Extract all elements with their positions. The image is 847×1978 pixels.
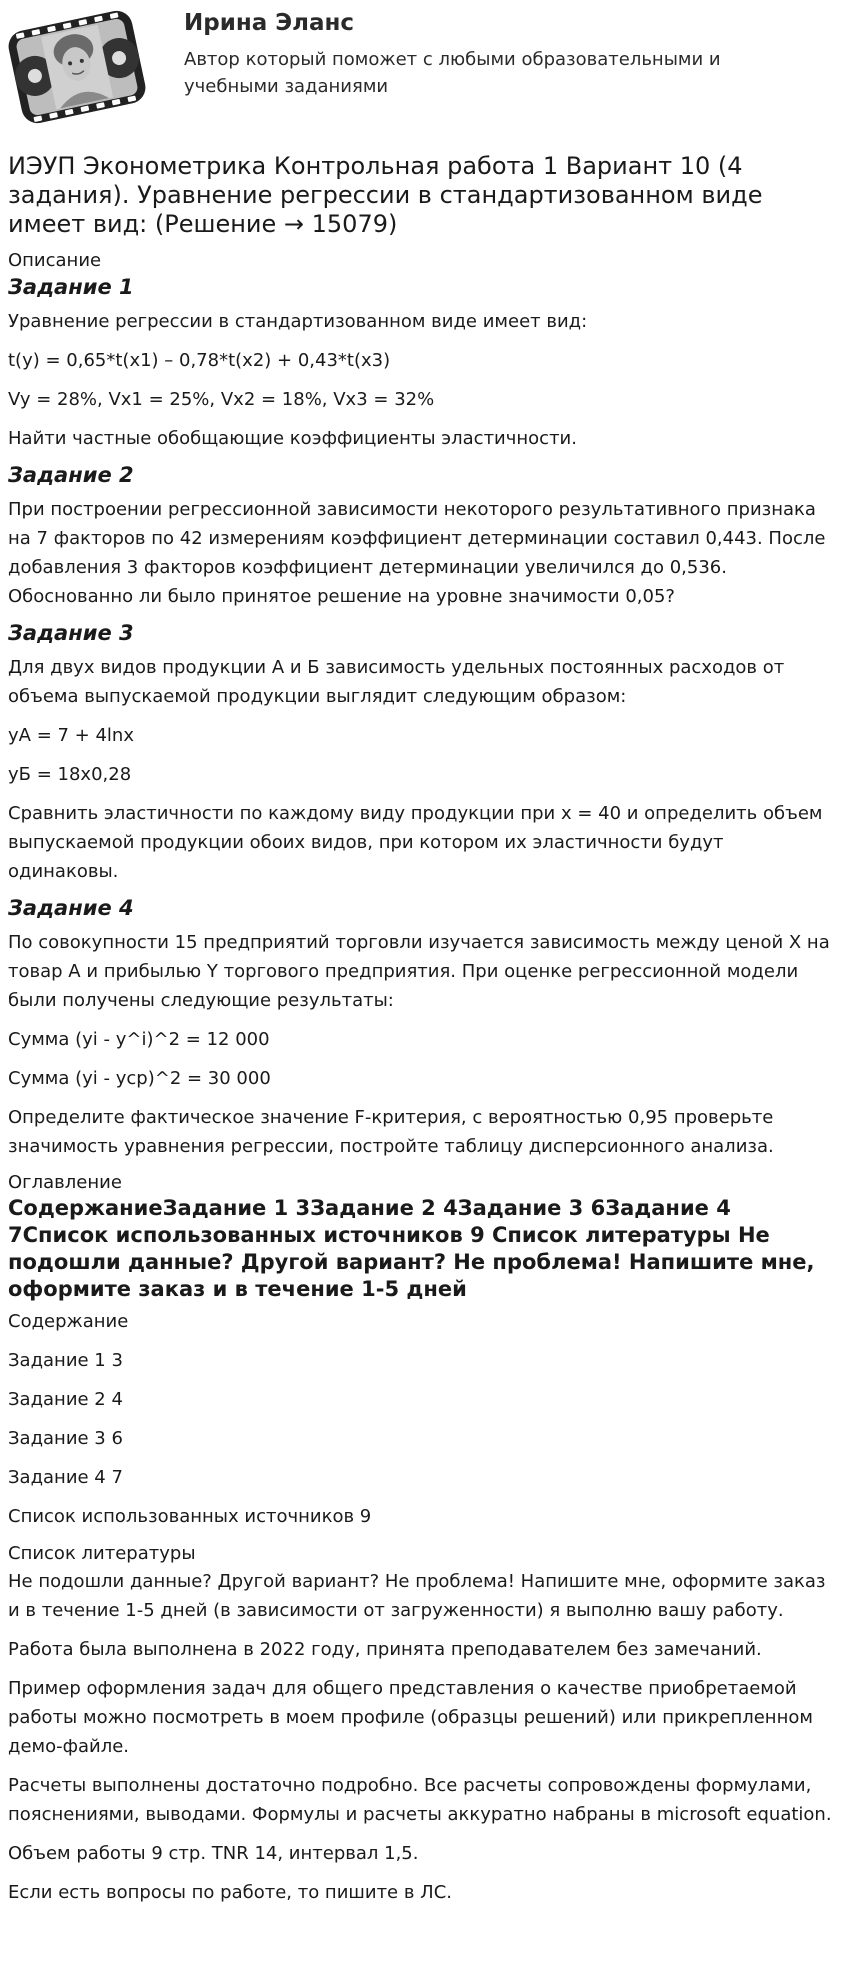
task-2 (8, 463, 839, 611)
closing-paragraph: Пример оформления задач для общего представления о качестве приобретаемой работы можно посмотреть в моем профиле (образцы решений) или прикрепленном демо-файле. (8, 1678, 813, 1757)
toc-label: Оглавление (8, 1172, 122, 1193)
task-formula: Vy = 28%, Vx1 = 25%, Vx2 = 18%, Vx3 = 32% (8, 389, 435, 410)
task-text: Найти частные обобщающие коэффициенты эластичности. (8, 428, 577, 449)
task-text: Сравнить эластичности по каждому виду продукции при х = 40 и определить объем выпускаемой продукции обоих видов, при котором их эластичности будут одинаковы. (8, 803, 823, 882)
task-3 (8, 621, 839, 886)
task-text: При построении регрессионной зависимости некоторого результативного признака на 7 факторов по 42 измерениям коэффициент детерминации составил 0,443. После добавления 3 факторов коэффициент детерминации увеличился до 0,536. Обоснованно ли было принятое решение на уровне значимости 0,05? (8, 499, 826, 607)
task-heading: Задание 4 (8, 896, 134, 920)
description-label: Описание (8, 250, 102, 271)
closing-paragraph: Работа была выполнена в 2022 году, принята преподавателем без замечаний. (8, 1639, 762, 1660)
literature-label: Список литературы (8, 1543, 196, 1564)
author-name[interactable]: Ирина Эланс (184, 10, 355, 36)
task-4 (8, 896, 839, 1161)
author-card (8, 0, 839, 140)
closing-paragraph: Расчеты выполнены достаточно подробно. Все расчеты сопровождены формулами, пояснениями, выводами. Формулы и расчеты аккуратно набраны в microsoft equation. (8, 1775, 832, 1825)
toc-summary: СодержаниеЗадание 1 3Задание 2 4Задание 3 6Задание 4 7Список использованных источников 9 Список литературы Не подошли данные? Другой вариант? Не проблема! Напишите мне, оформите заказ и в течение 1-5 дней (8, 1196, 815, 1301)
contents-item: Список использованных источников 9 (8, 1506, 372, 1527)
contents-heading: Содержание (8, 1311, 129, 1332)
contents-item: Задание 3 6 (8, 1428, 123, 1449)
task-heading: Задание 3 (8, 621, 134, 645)
task-formula: Сумма (yi - y^i)^2 = 12 000 (8, 1029, 270, 1050)
task-formula: Сумма (yi - yср)^2 = 30 000 (8, 1068, 271, 1089)
closing-paragraph: Если есть вопросы по работе, то пишите в ЛС. (8, 1882, 453, 1903)
author-info (184, 0, 784, 100)
task-formula: t(y) = 0,65*t(x1) – 0,78*t(x2) + 0,43*t(x3) (8, 350, 391, 371)
contents-item: Задание 2 4 (8, 1389, 123, 1410)
contents-item: Задание 1 3 (8, 1350, 123, 1371)
avatar[interactable] (8, 6, 146, 128)
page-title: ИЭУП Эконометрика Контрольная работа 1 Вариант 10 (4 задания). Уравнение регрессии в стандартизованном виде имеет вид: (Решение → 15079) (8, 152, 763, 238)
task-text: Для двух видов продукции А и Б зависимость удельных постоянных расходов от объема выпускаемой продукции выглядит следующим образом: (8, 657, 785, 707)
task-heading: Задание 1 (8, 275, 134, 299)
closing-paragraph: Не подошли данные? Другой вариант? Не проблема! Напишите мне, оформите заказ и в течение 1-5 дней (в зависимости от загруженности) я выполню вашу работу. (8, 1571, 826, 1621)
film-reel-avatar-icon (8, 6, 146, 128)
author-description: Автор который поможет с любыми образовательными и учебными заданиями (184, 49, 721, 97)
task-text: По совокупности 15 предприятий торговли изучается зависимость между ценой X на товар А и прибылью Y торгового предприятия. При оценке регрессионной модели были получены следующие результаты: (8, 932, 830, 1011)
task-text: Определите фактическое значение F-критерия, с вероятностью 0,95 проверьте значимость уравнения регрессии, постройте таблицу дисперсионного анализа. (8, 1107, 774, 1157)
task-formula: yA = 7 + 4lnx (8, 725, 134, 746)
task-formula: yБ = 18x0,28 (8, 764, 132, 785)
task-heading: Задание 2 (8, 463, 134, 487)
task-1 (8, 275, 839, 453)
task-text: Уравнение регрессии в стандартизованном виде имеет вид: (8, 311, 588, 332)
closing-paragraph: Объем работы 9 стр. TNR 14, интервал 1,5. (8, 1843, 419, 1864)
contents-item: Задание 4 7 (8, 1467, 123, 1488)
